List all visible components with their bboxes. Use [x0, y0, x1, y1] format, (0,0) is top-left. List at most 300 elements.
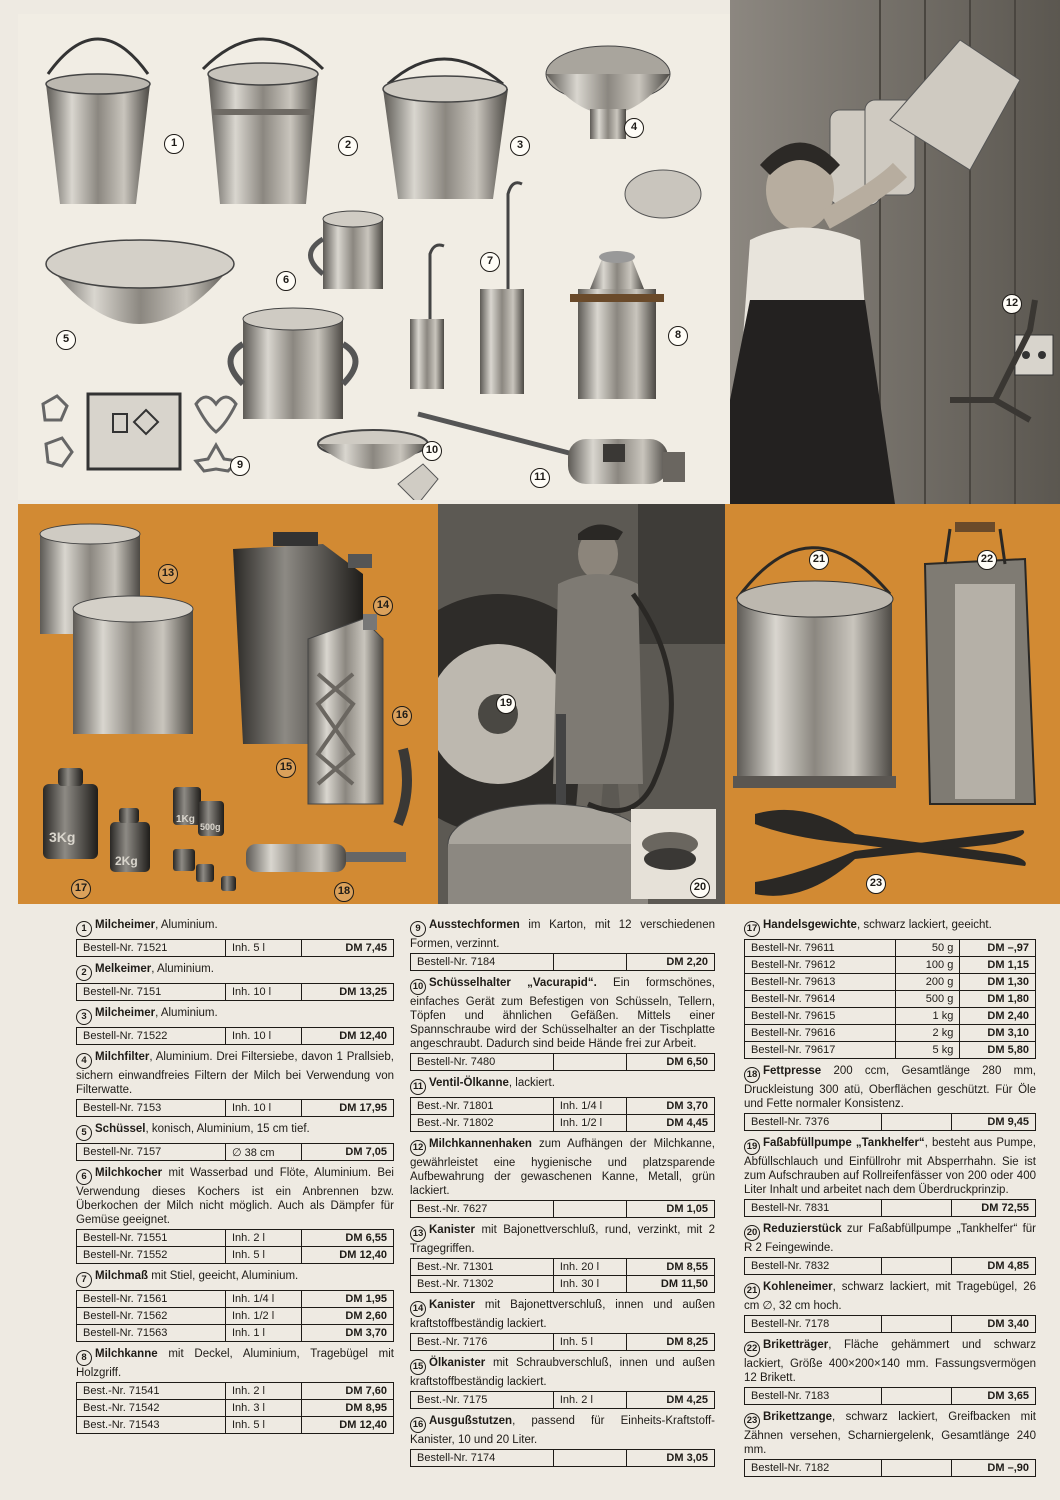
product-name: Ventil-Ölkanne [429, 1077, 509, 1089]
product-name: Schüsselhalter „Vacurapid“. [429, 977, 597, 989]
product-name: Fettpresse [763, 1065, 822, 1077]
order-row [745, 1025, 1036, 1042]
order-number: Best.-Nr. 71542 [77, 1400, 226, 1417]
content-size [881, 1258, 951, 1275]
order-number: Best.-Nr. 71301 [411, 1259, 554, 1276]
order-table [76, 983, 394, 1001]
product-details: , Aluminium. [155, 919, 218, 931]
milk-measure-image [410, 183, 524, 394]
product-name: Faßabfüllpumpe „Tankhelfer“ [763, 1137, 925, 1149]
order-row [745, 974, 1036, 991]
order-number: Bestell-Nr. 7376 [745, 1114, 882, 1131]
product-description [76, 1122, 394, 1141]
content-size: Inh. 5 l [225, 940, 301, 957]
weight-label-1kg: 1Kg [176, 814, 195, 825]
product-name: Briketträger [763, 1339, 829, 1351]
figure-label-10: 10 [422, 441, 442, 461]
milk-bucket-1-image [46, 39, 150, 204]
content-size: Inh. 30 l [553, 1276, 626, 1293]
order-row [411, 954, 715, 971]
order-number: Bestell-Nr. 79611 [745, 940, 896, 957]
order-number: Bestell-Nr. 71561 [77, 1291, 226, 1308]
product-description [76, 1166, 394, 1227]
product-number-badge: 15 [410, 1359, 426, 1375]
content-size: Inh. 1/4 l [553, 1098, 626, 1115]
order-number: Bestell-Nr. 71552 [77, 1247, 226, 1264]
content-size: ∅ 38 cm [225, 1144, 301, 1161]
product-entry-13 [410, 1223, 715, 1293]
order-table [744, 1459, 1036, 1477]
price: DM 12,40 [302, 1247, 394, 1264]
panel-coal-equipment [725, 504, 1060, 904]
price: DM 3,70 [302, 1325, 394, 1342]
order-table [744, 1113, 1036, 1131]
content-size: Inh. 10 l [225, 1100, 301, 1117]
product-details: mit Bajonettverschluß, innen und außen kraftstoffbeständig lackiert. [410, 1299, 715, 1330]
order-row [77, 1230, 394, 1247]
order-table [410, 1200, 715, 1218]
figure-label-11: 11 [530, 468, 550, 488]
price: DM 8,95 [302, 1400, 394, 1417]
price: DM 7,60 [302, 1383, 394, 1400]
price: DM 1,30 [960, 974, 1036, 991]
product-number-badge: 20 [744, 1225, 760, 1241]
product-details: mit Wasserbad und Flöte, Aluminium. Bei Verwendung dieses Kochers ist ein Anbrennen bzw. Überkochen der Milch nicht möglich. Auch als Dämpfer für Gemüse geeignet. [76, 1167, 394, 1226]
product-description [744, 1410, 1036, 1457]
product-details: im Karton, mit 12 verschiedenen Formen, verzinnt. [410, 919, 715, 950]
product-entry-2 [76, 962, 394, 1001]
catalog-column-1 [76, 918, 394, 1439]
product-number-badge: 17 [744, 921, 760, 937]
product-description [410, 1223, 715, 1256]
price: DM 9,45 [951, 1114, 1035, 1131]
product-description [410, 1137, 715, 1198]
product-details: zum Aufhängen der Milchkanne, gewährleistet eine hygienische und platzsparende Aufbewahrung der gewaschenen Kanne, Metall, grün lackiert. [410, 1138, 715, 1197]
order-row [411, 1334, 715, 1351]
product-description [76, 1347, 394, 1380]
order-number: Bestell-Nr. 7480 [411, 1054, 554, 1071]
order-row [77, 940, 394, 957]
price: DM 2,20 [626, 954, 714, 971]
order-row [745, 1316, 1036, 1333]
price: DM 12,40 [302, 1028, 394, 1045]
order-number: Best.-Nr. 71302 [411, 1276, 554, 1293]
milk-filter-image [546, 46, 701, 218]
weight-label-2kg: 2Kg [115, 854, 138, 868]
coal-equipment-illustration [725, 504, 1060, 904]
product-description [76, 962, 394, 981]
price: DM 4,25 [626, 1392, 714, 1409]
product-description [744, 1064, 1036, 1111]
content-size: Inh. 1/2 l [553, 1115, 626, 1132]
content-size: Inh. 10 l [225, 984, 301, 1001]
order-table [410, 953, 715, 971]
order-row [77, 1400, 394, 1417]
order-row [745, 1258, 1036, 1275]
order-row [411, 1259, 715, 1276]
order-number: Bestell-Nr. 7153 [77, 1100, 226, 1117]
milking-bucket-image [203, 39, 323, 204]
order-row [77, 1100, 394, 1117]
order-table [410, 1391, 715, 1409]
content-size [881, 1388, 951, 1405]
order-table [76, 1099, 394, 1117]
content-size: Inh. 3 l [225, 1400, 301, 1417]
order-table [744, 1257, 1036, 1275]
product-number-badge: 13 [410, 1226, 426, 1242]
figure-label-21: 21 [809, 550, 829, 570]
product-name: Handelsgewichte [763, 919, 857, 931]
order-number: Bestell-Nr. 71522 [77, 1028, 226, 1045]
product-entry-9 [410, 918, 715, 971]
barrel-pump-photo [438, 504, 725, 904]
product-entry-10 [410, 976, 715, 1071]
product-description [76, 1269, 394, 1288]
figure-label-18: 18 [334, 882, 354, 902]
product-number-badge: 12 [410, 1140, 426, 1156]
content-size [553, 954, 626, 971]
product-number-badge: 7 [76, 1272, 92, 1288]
bowl-holder-image [318, 430, 438, 500]
product-description [744, 1280, 1036, 1313]
product-number-badge: 10 [410, 979, 426, 995]
content-size: 200 g [896, 974, 960, 991]
order-number: Best.-Nr. 71802 [411, 1115, 554, 1132]
price: DM 12,40 [302, 1417, 394, 1434]
order-number: Best.-Nr. 71801 [411, 1098, 554, 1115]
figure-label-14: 14 [373, 596, 393, 616]
price: DM 4,45 [626, 1115, 714, 1132]
order-table [410, 1333, 715, 1351]
price: DM 6,50 [626, 1054, 714, 1071]
order-row [411, 1450, 715, 1467]
product-entry-14 [410, 1298, 715, 1351]
order-number: Bestell-Nr. 7832 [745, 1258, 882, 1275]
price: DM 17,95 [302, 1100, 394, 1117]
order-number: Bestell-Nr. 71551 [77, 1230, 226, 1247]
order-table [76, 1027, 394, 1045]
order-row [745, 1114, 1036, 1131]
product-name: Ölkanister [429, 1357, 486, 1369]
content-size [881, 1200, 951, 1217]
content-size: Inh. 5 l [225, 1417, 301, 1434]
figure-label-5: 5 [56, 330, 76, 350]
order-row [77, 984, 394, 1001]
catalog-column-2 [410, 918, 715, 1472]
order-number: Best.-Nr. 7175 [411, 1392, 554, 1409]
panel-canisters-weights [18, 504, 438, 904]
order-row [745, 1008, 1036, 1025]
product-description [744, 1222, 1036, 1255]
product-entry-20 [744, 1222, 1036, 1275]
figure-label-9: 9 [230, 456, 250, 476]
content-size [553, 1201, 626, 1218]
product-entry-23 [744, 1410, 1036, 1477]
product-entry-22 [744, 1338, 1036, 1405]
price: DM 5,80 [960, 1042, 1036, 1059]
product-description [410, 1076, 715, 1095]
catalog-column-3 [744, 918, 1036, 1482]
order-table [744, 1315, 1036, 1333]
content-size [553, 1450, 626, 1467]
product-details: , schwarz lackiert, geeicht. [856, 919, 992, 931]
product-entry-8 [76, 1347, 394, 1434]
oil-can-image [418, 414, 685, 484]
product-description [744, 918, 1036, 937]
figure-label-23: 23 [866, 874, 886, 894]
product-number-badge: 4 [76, 1053, 92, 1069]
photo-barrel-pump [438, 504, 725, 904]
price: DM 72,55 [951, 1200, 1035, 1217]
product-details: , lackiert. [508, 1077, 555, 1089]
order-number: Bestell-Nr. 79614 [745, 991, 896, 1008]
order-row [77, 1028, 394, 1045]
order-number: Bestell-Nr. 7157 [77, 1144, 226, 1161]
order-row [411, 1054, 715, 1071]
product-number-badge: 23 [744, 1413, 760, 1429]
order-row [411, 1098, 715, 1115]
milk-can-image [570, 251, 664, 399]
product-number-badge: 14 [410, 1301, 426, 1317]
content-size: Inh. 1/4 l [225, 1291, 301, 1308]
order-row [77, 1144, 394, 1161]
product-description [76, 1050, 394, 1097]
product-number-badge: 6 [76, 1169, 92, 1185]
order-number: Bestell-Nr. 7184 [411, 954, 554, 971]
milk-can-hook-photo [730, 0, 1060, 504]
content-size: Inh. 5 l [225, 1247, 301, 1264]
product-details: , schwarz lackiert, mit Tragebügel, 26 cm ∅, 32 cm hoch. [744, 1281, 1036, 1312]
order-row [411, 1276, 715, 1293]
product-name: Milchmaß [95, 1270, 149, 1282]
product-name: Milchfilter [95, 1051, 150, 1063]
product-details: zur Faßabfüllpumpe „Tankhelfer“ für R 2 Feingewinde. [744, 1223, 1036, 1254]
product-description [410, 1414, 715, 1447]
content-size: 2 kg [896, 1025, 960, 1042]
product-number-badge: 11 [410, 1079, 426, 1095]
order-number: Best.-Nr. 7627 [411, 1201, 554, 1218]
product-entry-15 [410, 1356, 715, 1409]
price: DM –,97 [960, 940, 1036, 957]
product-entry-1 [76, 918, 394, 957]
figure-label-12: 12 [1002, 294, 1022, 314]
product-entry-17 [744, 918, 1036, 1059]
figure-label-1: 1 [164, 134, 184, 154]
product-number-badge: 5 [76, 1125, 92, 1141]
product-entry-5 [76, 1122, 394, 1161]
price: DM 3,10 [960, 1025, 1036, 1042]
product-name: Milchkannenhaken [429, 1138, 532, 1150]
product-details: mit Bajonettverschluß, rund, verzinkt, mit 2 Tragegriffen. [410, 1224, 715, 1255]
product-name: Ausstechformen [429, 919, 520, 931]
product-name: Kanister [429, 1224, 476, 1236]
product-name: Schüssel [95, 1123, 146, 1135]
weight-label-500g: 500g [200, 822, 221, 832]
milk-cooker-image [231, 308, 356, 419]
price: DM 1,80 [960, 991, 1036, 1008]
product-number-badge: 9 [410, 921, 426, 937]
product-description [410, 1298, 715, 1331]
price: DM 13,25 [302, 984, 394, 1001]
bowl-image [46, 240, 234, 324]
product-entry-21 [744, 1280, 1036, 1333]
order-number: Bestell-Nr. 79612 [745, 957, 896, 974]
product-description [744, 1338, 1036, 1385]
product-description [76, 918, 394, 937]
canisters-weights-illustration [18, 504, 438, 904]
product-details: , schwarz lackiert, Greifbacken mit Zähnen versehen, Scharniergelenk, Gesamtlänge 240 mm. [744, 1411, 1036, 1456]
order-table [76, 1143, 394, 1161]
mug-image [311, 211, 384, 289]
price: DM –,90 [951, 1460, 1035, 1477]
figure-label-8: 8 [668, 326, 688, 346]
product-details: , Aluminium. [151, 963, 214, 975]
price: DM 7,45 [302, 940, 394, 957]
figure-label-4: 4 [624, 118, 644, 138]
product-name: Ausgußstutzen [429, 1415, 513, 1427]
product-name: Milchkanne [95, 1348, 158, 1360]
order-number: Bestell-Nr. 7182 [745, 1460, 882, 1477]
price: DM 3,05 [626, 1450, 714, 1467]
product-number-badge: 2 [76, 965, 92, 981]
content-size: 500 g [896, 991, 960, 1008]
order-row [745, 991, 1036, 1008]
order-row [745, 1200, 1036, 1217]
product-name: Milcheimer [95, 919, 156, 931]
product-details: 200 ccm, Gesamtlänge 280 mm, Druckleistung 300 atü, Oberflächen geschützt. Für Öle und Fette normaler Konsistenz. [744, 1065, 1036, 1110]
order-table [76, 939, 394, 957]
order-number: Bestell-Nr. 79616 [745, 1025, 896, 1042]
content-size [881, 1316, 951, 1333]
figure-label-3: 3 [510, 136, 530, 156]
order-table [744, 939, 1036, 1059]
panel-kitchen-goods [18, 14, 730, 500]
product-number-badge: 21 [744, 1283, 760, 1299]
order-number: Bestell-Nr. 7183 [745, 1388, 882, 1405]
product-details: mit Schraubverschluß, innen und außen kraftstoffbeständig lackiert. [410, 1357, 715, 1388]
figure-label-20: 20 [690, 878, 710, 898]
order-row [77, 1308, 394, 1325]
content-size: Inh. 2 l [225, 1230, 301, 1247]
content-size [553, 1054, 626, 1071]
figure-label-17: 17 [71, 879, 91, 899]
product-description [410, 918, 715, 951]
product-entry-18 [744, 1064, 1036, 1131]
product-details: mit Deckel, Aluminium, Tragebügel mit Holzgriff. [76, 1348, 394, 1379]
content-size: Inh. 1/2 l [225, 1308, 301, 1325]
price: DM 6,55 [302, 1230, 394, 1247]
milk-bucket-3-image [383, 59, 508, 199]
content-size: 1 kg [896, 1008, 960, 1025]
order-row [77, 1383, 394, 1400]
order-row [745, 957, 1036, 974]
product-details: , Aluminium. Drei Filtersiebe, davon 1 Prallsieb, sichern einwandfreies Filtern der Milch bei Verwendung von Filterwatte. [76, 1051, 394, 1096]
content-size: Inh. 2 l [225, 1383, 301, 1400]
product-description [410, 1356, 715, 1389]
product-entry-4 [76, 1050, 394, 1117]
product-entry-11 [410, 1076, 715, 1132]
product-description [76, 1006, 394, 1025]
product-number-badge: 18 [744, 1067, 760, 1083]
price: DM 1,15 [960, 957, 1036, 974]
price: DM 8,25 [626, 1334, 714, 1351]
order-number: Bestell-Nr. 79617 [745, 1042, 896, 1059]
order-row [411, 1201, 715, 1218]
order-row [77, 1247, 394, 1264]
figure-label-19: 19 [496, 694, 516, 714]
product-entry-7 [76, 1269, 394, 1342]
product-number-badge: 19 [744, 1139, 760, 1155]
product-name: Kanister [429, 1299, 476, 1311]
product-details: , konisch, Aluminium, 15 cm tief. [145, 1123, 310, 1135]
price: DM 2,40 [960, 1008, 1036, 1025]
product-number-badge: 3 [76, 1009, 92, 1025]
product-number-badge: 8 [76, 1350, 92, 1366]
order-row [411, 1115, 715, 1132]
product-entry-6 [76, 1166, 394, 1264]
price: DM 2,60 [302, 1308, 394, 1325]
order-number: Bestell-Nr. 7174 [411, 1450, 554, 1467]
price: DM 3,70 [626, 1098, 714, 1115]
order-row [745, 1460, 1036, 1477]
price: DM 11,50 [626, 1276, 714, 1293]
content-size: Inh. 1 l [225, 1325, 301, 1342]
content-size: Inh. 5 l [553, 1334, 626, 1351]
order-number: Bestell-Nr. 79613 [745, 974, 896, 991]
product-details: , Aluminium. [155, 1007, 218, 1019]
kitchen-goods-illustration [18, 14, 730, 500]
order-row [745, 1388, 1036, 1405]
order-table [76, 1229, 394, 1264]
order-table [410, 1053, 715, 1071]
product-name: Brikettzange [763, 1411, 833, 1423]
figure-label-16: 16 [392, 706, 412, 726]
product-name: Milchkocher [95, 1167, 163, 1179]
content-size: Inh. 20 l [553, 1259, 626, 1276]
order-row [77, 1291, 394, 1308]
product-details: Ein formschönes, einfaches Gerät zum Befestigen von Schüsseln, Tellern, Töpfen und ähnlichen Gefäßen. Mittels einer Spannschraube wird der Schüsselhalter an der Tischplatte angeschraubt. Dadurch sind beide Hände frei zur Arbeit. [410, 977, 715, 1050]
product-description [744, 1136, 1036, 1197]
order-number: Bestell-Nr. 7831 [745, 1200, 882, 1217]
figure-label-13: 13 [158, 564, 178, 584]
product-details: mit Stiel, geeicht, Aluminium. [148, 1270, 299, 1282]
order-table [410, 1097, 715, 1132]
product-entry-19 [744, 1136, 1036, 1217]
price: DM 3,40 [951, 1316, 1035, 1333]
order-row [745, 940, 1036, 957]
product-name: Kohleneimer [763, 1281, 833, 1293]
order-table [410, 1258, 715, 1293]
price: DM 7,05 [302, 1144, 394, 1161]
order-number: Best.-Nr. 71543 [77, 1417, 226, 1434]
price: DM 1,05 [626, 1201, 714, 1218]
figure-label-2: 2 [338, 136, 358, 156]
figure-label-7: 7 [480, 252, 500, 272]
product-description [410, 976, 715, 1051]
order-number: Best.-Nr. 71541 [77, 1383, 226, 1400]
product-entry-12 [410, 1137, 715, 1218]
order-number: Best.-Nr. 7176 [411, 1334, 554, 1351]
figure-label-15: 15 [276, 758, 296, 778]
order-table [76, 1382, 394, 1434]
order-row [411, 1392, 715, 1409]
order-number: Bestell-Nr. 71563 [77, 1325, 226, 1342]
order-number: Bestell-Nr. 71521 [77, 940, 226, 957]
order-table [744, 1387, 1036, 1405]
price: DM 3,65 [951, 1388, 1035, 1405]
product-name: Melkeimer [95, 963, 152, 975]
order-number: Bestell-Nr. 79615 [745, 1008, 896, 1025]
